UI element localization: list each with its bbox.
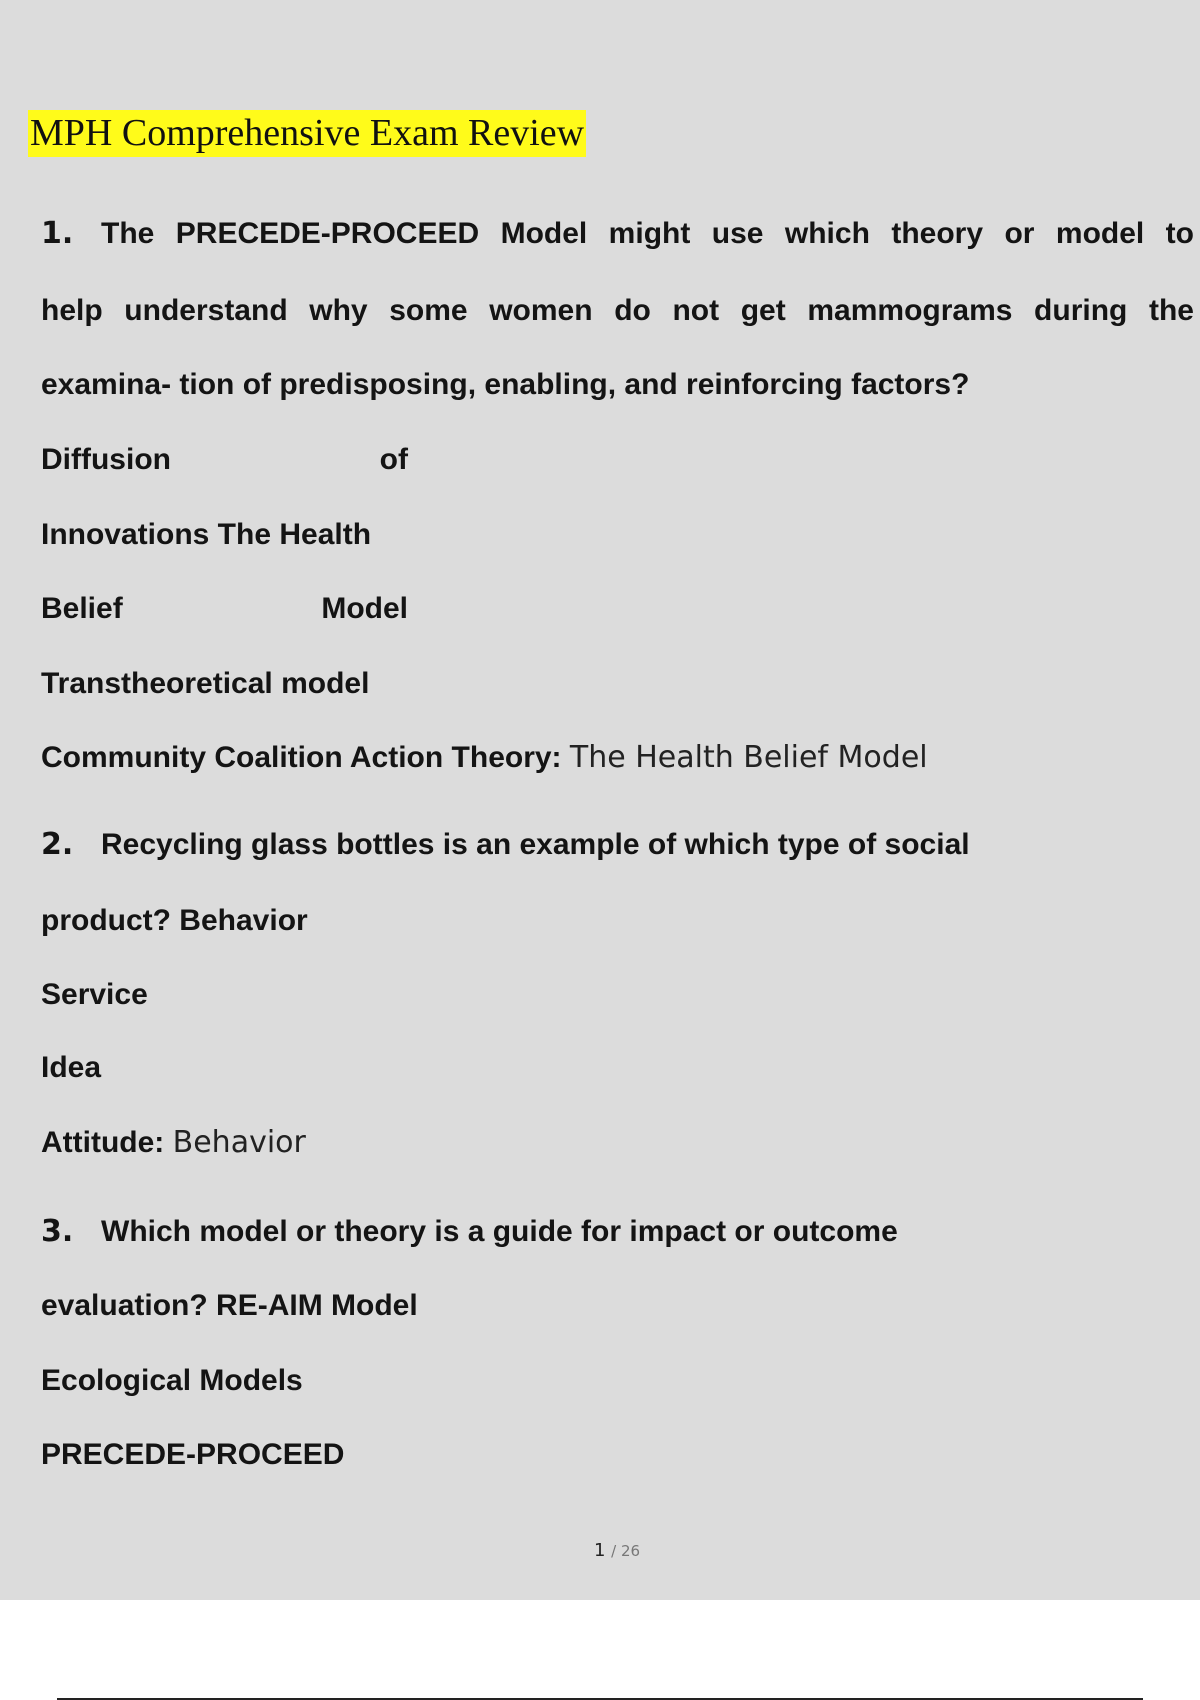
question-3-option-2: PRECEDE-PROCEED bbox=[41, 1438, 345, 1471]
document-title: MPH Comprehensive Exam Review bbox=[28, 110, 586, 157]
next-page-area bbox=[0, 1600, 1200, 1700]
question-1-option-4: Transtheoretical model bbox=[41, 667, 370, 700]
question-2-option-3: Attitude: Behavior bbox=[41, 1125, 306, 1160]
question-1-line-3: examina- tion of predisposing, enabling, and reinforcing factors? bbox=[41, 368, 970, 401]
question-1-option-1: Diffusion of bbox=[41, 443, 408, 476]
question-3-line-1: 3. Which model or theory is a guide for impact or outcome bbox=[41, 1212, 898, 1252]
question-2-option-1: Service bbox=[41, 978, 148, 1011]
question-3-number: 3. bbox=[41, 1214, 74, 1249]
question-1-option-2: Innovations The Health bbox=[41, 518, 372, 551]
question-1-option-5: Community Coalition Action Theory: The Health Belief Model bbox=[41, 740, 928, 775]
question-2-line-1: 2. Recycling glass bottles is an example of which type of social bbox=[41, 825, 970, 865]
question-3-line-2: evaluation? RE-AIM Model bbox=[41, 1289, 418, 1322]
question-1-line-1: 1. The PRECEDE-PROCEED Model might use which theory or model to bbox=[41, 214, 1194, 254]
question-1-answer: The Health Belief Model bbox=[569, 740, 928, 775]
total-pages: / 26 bbox=[611, 1542, 641, 1560]
question-2-option-2: Idea bbox=[41, 1051, 102, 1084]
question-1-option-3: Belief Model bbox=[41, 592, 408, 625]
question-1-number: 1. bbox=[41, 216, 74, 251]
question-3-option-1: Ecological Models bbox=[41, 1364, 303, 1397]
question-2-line-2: product? Behavior bbox=[41, 904, 308, 937]
current-page: 1 bbox=[593, 1540, 606, 1561]
question-2-answer: Behavior bbox=[172, 1125, 306, 1160]
page-indicator bbox=[0, 1540, 1200, 1561]
question-1-line-2: help understand why some women do not get mammograms during the bbox=[41, 294, 1194, 327]
question-2-number: 2. bbox=[41, 827, 74, 862]
